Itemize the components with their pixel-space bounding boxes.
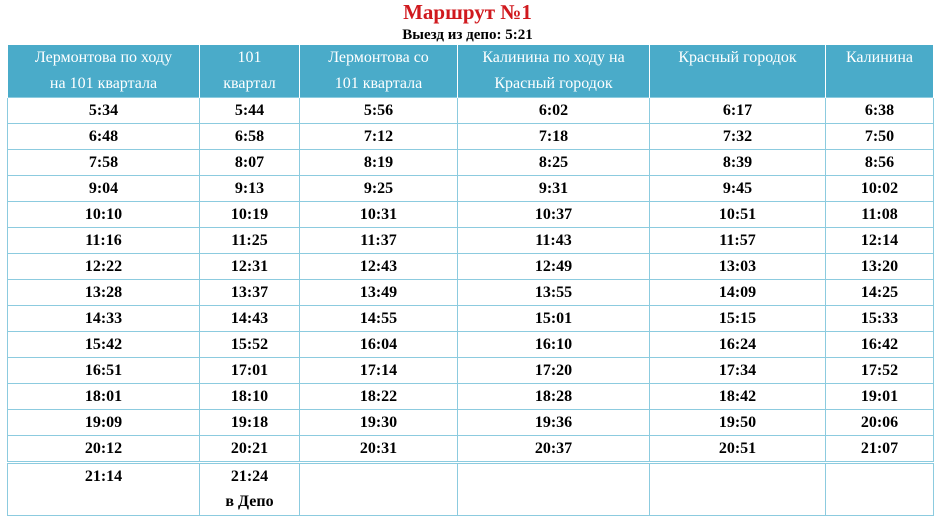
time-cell: 14:33 <box>8 306 200 332</box>
time-cell: 10:10 <box>8 202 200 228</box>
time-cell <box>8 463 200 516</box>
time-cell: 18:42 <box>650 384 826 410</box>
schedule-row <box>8 384 934 410</box>
schedule-row <box>8 332 934 358</box>
time-cell: 14:25 <box>826 280 934 306</box>
route-title: Маршрут №1 <box>403 0 532 24</box>
header-row <box>8 45 934 98</box>
time-cell: 20:37 <box>458 436 650 463</box>
schedule-row <box>8 98 934 124</box>
time-cell: 19:30 <box>300 410 458 436</box>
time-cell: 17:14 <box>300 358 458 384</box>
time-cell: 18:10 <box>200 384 300 410</box>
time-cell: 11:37 <box>300 228 458 254</box>
column-header-line: Калинина по ходу на <box>482 49 625 66</box>
column-header-line: Красный городок <box>494 75 613 92</box>
time-cell: 8:56 <box>826 150 934 176</box>
time-cell: 12:49 <box>458 254 650 280</box>
schedule-row <box>8 228 934 254</box>
time-cell: 11:08 <box>826 202 934 228</box>
time-cell: 7:32 <box>650 124 826 150</box>
time-cell: 5:44 <box>200 98 300 124</box>
time-cell: 15:42 <box>8 332 200 358</box>
time-value: 21:24 <box>230 468 269 485</box>
column-header-krasny-gorodok <box>650 45 826 98</box>
time-cell: 14:55 <box>300 306 458 332</box>
time-cell: 7:50 <box>826 124 934 150</box>
time-cell: 9:25 <box>300 176 458 202</box>
time-cell: 15:33 <box>826 306 934 332</box>
column-header-kalinina <box>826 45 934 98</box>
time-cell: 6:17 <box>650 98 826 124</box>
time-cell: 20:06 <box>826 410 934 436</box>
time-cell: 16:10 <box>458 332 650 358</box>
time-cell: 13:55 <box>458 280 650 306</box>
time-cell <box>826 463 934 516</box>
time-cell: 12:31 <box>200 254 300 280</box>
time-cell: 7:58 <box>8 150 200 176</box>
time-cell: 16:04 <box>300 332 458 358</box>
time-cell: 16:51 <box>8 358 200 384</box>
column-header-line: на 101 квартала <box>49 75 158 92</box>
time-cell: 20:31 <box>300 436 458 463</box>
time-cell: 8:39 <box>650 150 826 176</box>
time-cell: 19:36 <box>458 410 650 436</box>
schedule-row <box>8 306 934 332</box>
column-header-line: Лермонтова со <box>328 49 429 66</box>
time-cell: 14:09 <box>650 280 826 306</box>
time-cell: 19:50 <box>650 410 826 436</box>
time-cell: 6:02 <box>458 98 650 124</box>
time-cell: 19:09 <box>8 410 200 436</box>
time-cell: 16:24 <box>650 332 826 358</box>
time-cell: 20:51 <box>650 436 826 463</box>
time-cell: 13:49 <box>300 280 458 306</box>
time-cell: 5:34 <box>8 98 200 124</box>
schedule-table <box>7 45 934 516</box>
schedule-body <box>8 98 934 516</box>
time-cell <box>650 463 826 516</box>
schedule-row <box>8 410 934 436</box>
schedule-row <box>8 150 934 176</box>
time-cell: 10:51 <box>650 202 826 228</box>
column-header-101-kvartal <box>200 45 300 98</box>
column-header-kalinina-to-krasny <box>458 45 650 98</box>
time-cell <box>458 463 650 516</box>
time-cell: 8:25 <box>458 150 650 176</box>
schedule-row <box>8 280 934 306</box>
schedule-row-last <box>8 463 934 516</box>
time-cell: 18:01 <box>8 384 200 410</box>
time-cell: 14:43 <box>200 306 300 332</box>
time-cell: 11:16 <box>8 228 200 254</box>
time-cell: 8:19 <box>300 150 458 176</box>
time-cell: 20:12 <box>8 436 200 463</box>
column-header-line: квартал <box>223 75 276 92</box>
schedule-row <box>8 176 934 202</box>
time-cell: 7:18 <box>458 124 650 150</box>
column-header-line: 101 квартала <box>334 75 423 92</box>
depot-note: в Депо <box>225 493 274 510</box>
time-cell: 5:56 <box>300 98 458 124</box>
time-cell: 13:37 <box>200 280 300 306</box>
time-cell: 19:18 <box>200 410 300 436</box>
time-cell: 9:04 <box>8 176 200 202</box>
time-cell: 12:14 <box>826 228 934 254</box>
time-cell: 17:52 <box>826 358 934 384</box>
time-cell: 16:42 <box>826 332 934 358</box>
time-cell: 10:02 <box>826 176 934 202</box>
time-cell: 17:20 <box>458 358 650 384</box>
column-header-line: Красный городок <box>678 49 797 66</box>
time-cell: 13:20 <box>826 254 934 280</box>
time-cell: 12:43 <box>300 254 458 280</box>
time-cell: 11:57 <box>650 228 826 254</box>
column-header-line: 101 <box>237 49 262 66</box>
time-cell: 17:34 <box>650 358 826 384</box>
time-cell: 15:15 <box>650 306 826 332</box>
time-cell: 19:01 <box>826 384 934 410</box>
time-cell: 9:31 <box>458 176 650 202</box>
column-header-line: Лермонтова по ходу <box>34 49 173 66</box>
time-cell: 9:13 <box>200 176 300 202</box>
schedule-row <box>8 254 934 280</box>
schedule-row <box>8 202 934 228</box>
schedule-row <box>8 436 934 463</box>
time-cell: 12:22 <box>8 254 200 280</box>
time-cell: 20:21 <box>200 436 300 463</box>
time-cell: 13:03 <box>650 254 826 280</box>
time-cell: 11:43 <box>458 228 650 254</box>
time-cell: 11:25 <box>200 228 300 254</box>
time-cell: 10:31 <box>300 202 458 228</box>
time-cell: 7:12 <box>300 124 458 150</box>
time-cell: 21:07 <box>826 436 934 463</box>
time-cell: 10:19 <box>200 202 300 228</box>
time-cell: 8:07 <box>200 150 300 176</box>
time-cell: 9:45 <box>650 176 826 202</box>
time-cell: 18:22 <box>300 384 458 410</box>
time-cell: 6:48 <box>8 124 200 150</box>
schedule-row <box>8 124 934 150</box>
time-cell: 15:52 <box>200 332 300 358</box>
time-cell <box>200 463 300 516</box>
time-cell: 6:38 <box>826 98 934 124</box>
time-cell: 18:28 <box>458 384 650 410</box>
time-cell: 15:01 <box>458 306 650 332</box>
schedule-row <box>8 358 934 384</box>
column-header-line: Калинина <box>845 49 914 66</box>
column-header-lermontova-from-101 <box>300 45 458 98</box>
column-header-lermontova-to-101 <box>8 45 200 98</box>
time-cell: 10:37 <box>458 202 650 228</box>
time-cell: 6:58 <box>200 124 300 150</box>
time-cell <box>300 463 458 516</box>
time-cell: 17:01 <box>200 358 300 384</box>
depot-departure: Выезд из депо: 5:21 <box>402 27 533 43</box>
time-cell: 13:28 <box>8 280 200 306</box>
time-value: 21:14 <box>84 468 123 485</box>
